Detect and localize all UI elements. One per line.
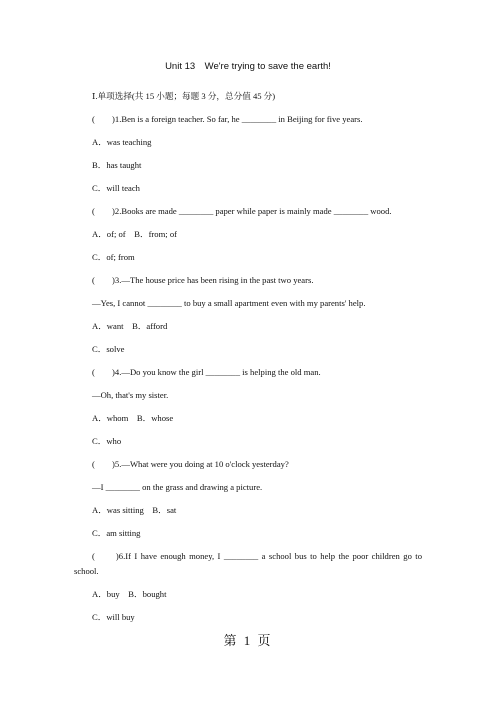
question-4-option-c: C．who [92, 436, 122, 446]
question-6-stem: ( )6.If I have enough money, I ________ a school bus to help the poor children go to [92, 551, 422, 561]
section-heading: Ⅰ.单项选择(共 15 小题；每题 3 分，总分值 45 分) [92, 91, 276, 101]
question-3-options-ab: A．want B．afford [92, 321, 168, 331]
question-2-stem: ( )2.Books are made ________ paper while paper is mainly made ________ wood. [92, 206, 392, 216]
document-title: Unit 13 We're trying to save the earth! [165, 61, 331, 72]
question-3-option-c: C．solve [92, 344, 125, 354]
question-6-stem-continued: school. [74, 566, 99, 576]
question-4-dialogue: —Oh, that's my sister. [92, 390, 169, 400]
question-5-dialogue: —I ________ on the grass and drawing a picture. [92, 482, 263, 492]
question-4-stem: ( )4.—Do you know the girl ________ is helping the old man. [92, 367, 321, 377]
question-5-options-ab: A．was sitting B．sat [92, 505, 177, 515]
question-1-option-c: C．will teach [92, 183, 140, 193]
question-2-option-c: C．of; from [92, 252, 135, 262]
question-3-stem: ( )3.—The house price has been rising in the past two years. [92, 275, 314, 285]
question-4-options-ab: A．whom B．whose [92, 413, 174, 423]
question-6-option-c: C．will buy [92, 612, 135, 622]
question-3-dialogue: —Yes, I cannot ________ to buy a small apartment even with my parents' help. [92, 298, 366, 308]
question-5-stem: ( )5.—What were you doing at 10 o'clock yesterday? [92, 459, 289, 469]
question-5-option-c: C．am sitting [92, 528, 141, 538]
question-1-stem: ( )1.Ben is a foreign teacher. So far, he ________ in Beijing for five years. [92, 114, 363, 124]
question-1-option-b: B．has taught [92, 160, 142, 170]
question-6-options-ab: A．buy B．bought [92, 589, 167, 599]
question-1-option-a: A．was teaching [92, 137, 152, 147]
page-number: 第 1 页 [223, 633, 273, 648]
question-2-options-ab: A．of; of B．from; of [92, 229, 177, 239]
